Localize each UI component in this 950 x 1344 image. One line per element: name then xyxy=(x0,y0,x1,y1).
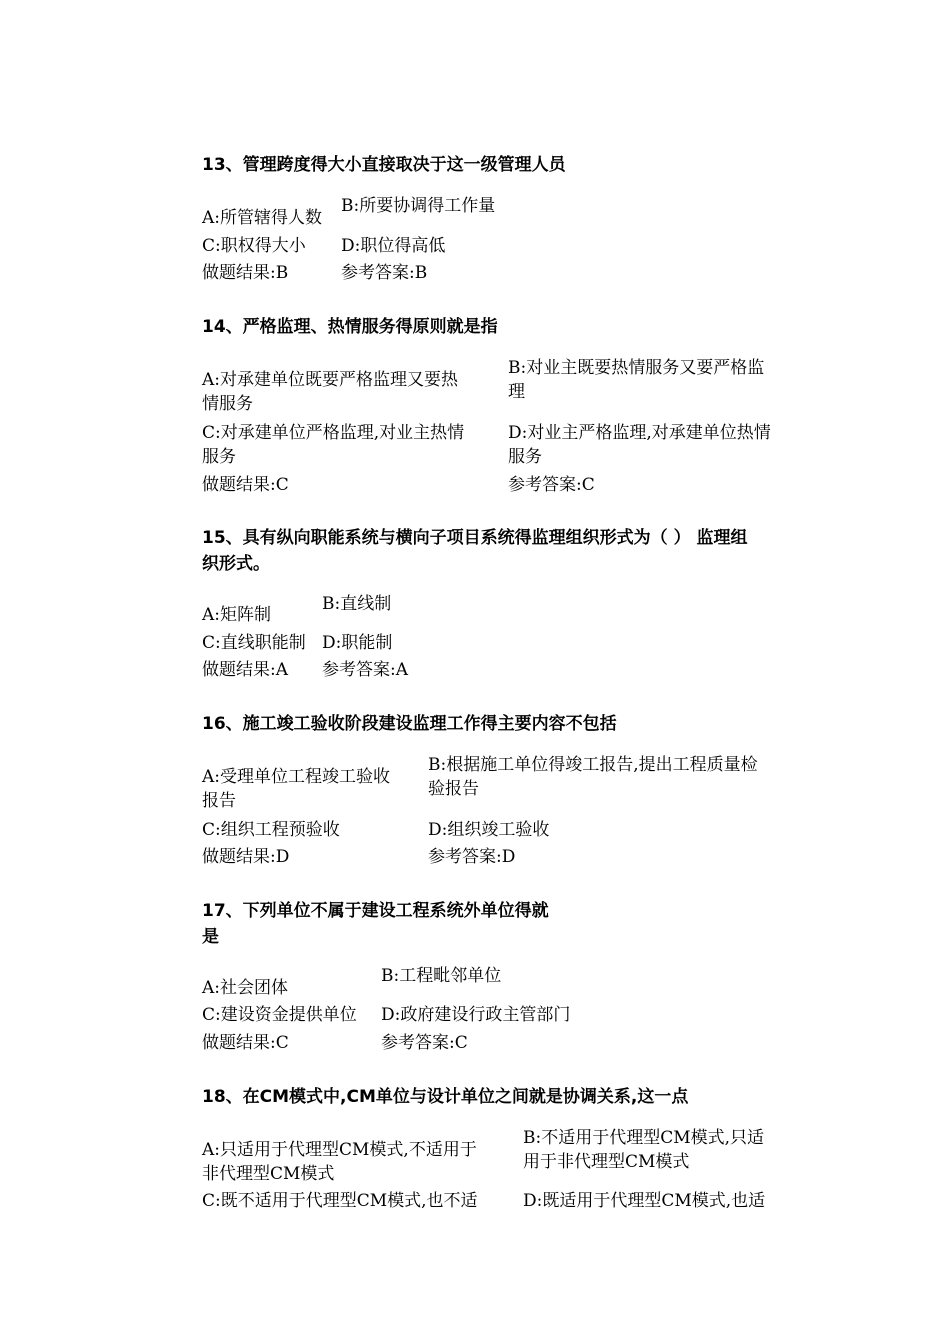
answer-text: 参考答案:B xyxy=(341,263,428,283)
option-a: A:矩阵制 xyxy=(202,605,272,625)
result-text: 做题结果:D xyxy=(202,847,290,867)
option-d: D:职位得高低 xyxy=(341,236,446,256)
option-a: A:只适用于代理型CM模式,不适用于 非代理型CM模式 xyxy=(202,1140,477,1184)
question-title: 16、施工竣工验收阶段建设监理工作得主要内容不包括 xyxy=(202,714,617,734)
option-c: C:职权得大小 xyxy=(202,236,306,256)
result-text: 做题结果:B xyxy=(202,263,289,283)
option-a: A:所管辖得人数 xyxy=(202,208,323,228)
answer-text: 参考答案:C xyxy=(381,1033,468,1053)
answer-text: 参考答案:D xyxy=(428,847,516,867)
option-b: B:不适用于代理型CM模式,只适 用于非代理型CM模式 xyxy=(523,1128,765,1172)
result-text: 做题结果:A xyxy=(202,660,289,680)
answer-text: 参考答案:C xyxy=(508,475,595,495)
option-a: A:受理单位工程竣工验收 报告 xyxy=(202,767,391,811)
option-b: B:对业主既要热情服务又要严格监 理 xyxy=(508,358,765,402)
option-c: C:组织工程预验收 xyxy=(202,820,340,840)
question-title: 14、严格监理、热情服务得原则就是指 xyxy=(202,317,498,337)
answer-text: 参考答案:A xyxy=(322,660,409,680)
question-title: 17、下列单位不属于建设工程系统外单位得就 是 xyxy=(202,901,549,947)
result-text: 做题结果:C xyxy=(202,475,289,495)
option-d: D:既适用于代理型CM模式,也适 xyxy=(523,1191,766,1211)
option-a: A:社会团体 xyxy=(202,978,289,998)
option-b: B:直线制 xyxy=(322,594,392,614)
option-d: D:政府建设行政主管部门 xyxy=(381,1005,571,1025)
option-b: B:工程毗邻单位 xyxy=(381,966,502,986)
question-title: 13、管理跨度得大小直接取决于这一级管理人员 xyxy=(202,155,566,175)
option-d: D:对业主严格监理,对承建单位热情 服务 xyxy=(508,423,771,467)
option-c: C:对承建单位严格监理,对业主热情 服务 xyxy=(202,423,465,467)
option-c: C:建设资金提供单位 xyxy=(202,1005,357,1025)
option-c: C:既不适用于代理型CM模式,也不适 xyxy=(202,1191,478,1211)
option-b: B:所要协调得工作量 xyxy=(341,196,496,216)
question-title: 18、在CM模式中,CM单位与设计单位之间就是协调关系,这一点 xyxy=(202,1087,689,1107)
question-title: 15、具有纵向职能系统与横向子项目系统得监理组织形式为（ ） 监理组 织形式。 xyxy=(202,528,748,574)
result-text: 做题结果:C xyxy=(202,1033,289,1053)
option-c: C:直线职能制 xyxy=(202,633,306,653)
option-d: D:职能制 xyxy=(322,633,393,653)
option-a: A:对承建单位既要严格监理又要热 情服务 xyxy=(202,370,459,414)
option-b: B:根据施工单位得竣工报告,提出工程质量检 验报告 xyxy=(428,755,758,799)
option-d: D:组织竣工验收 xyxy=(428,820,550,840)
